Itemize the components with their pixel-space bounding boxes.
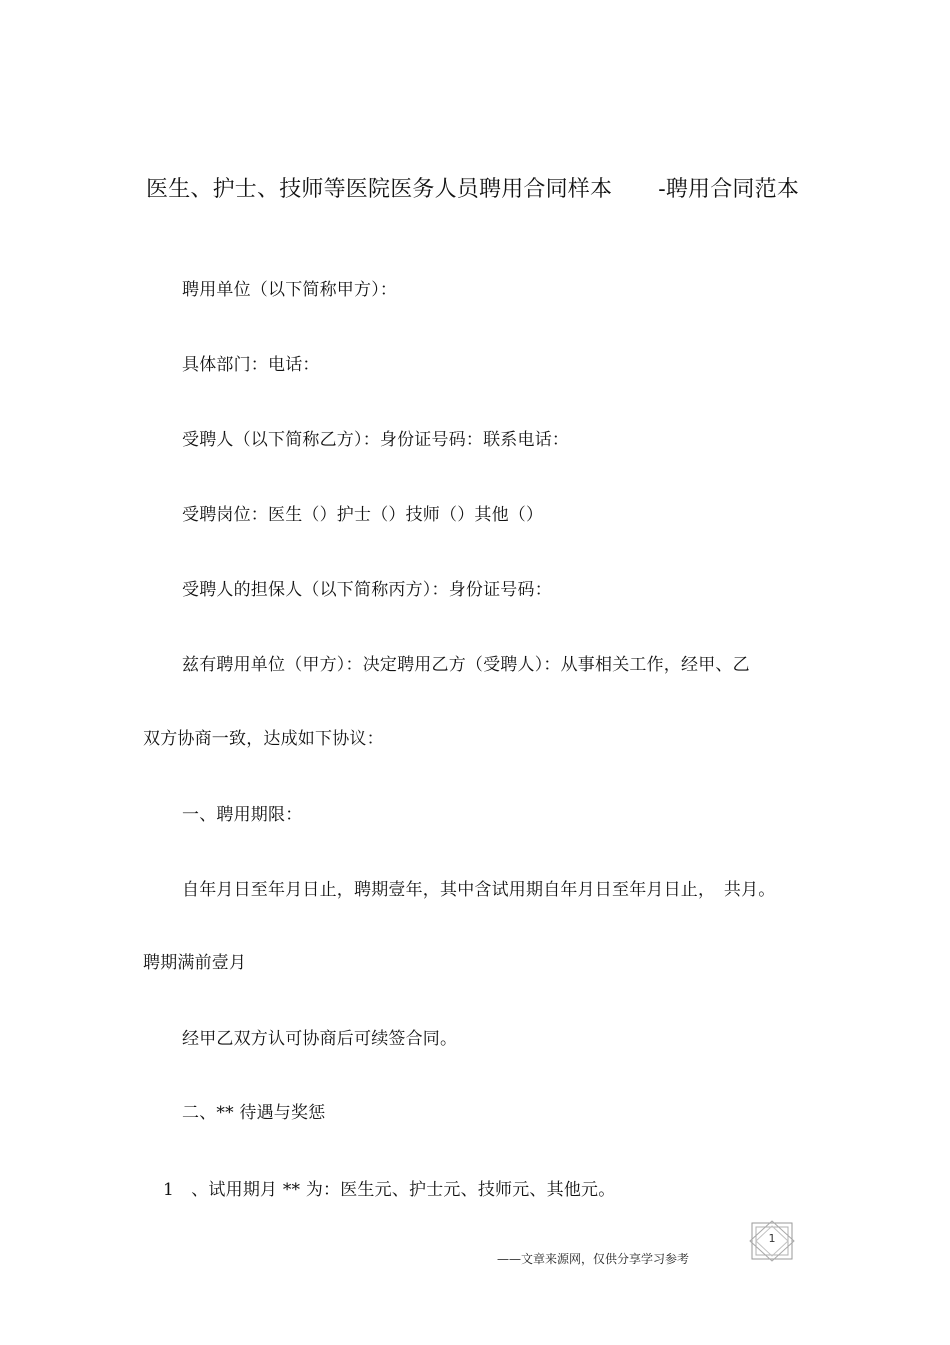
document-title: [146, 172, 799, 203]
employer-line: 聘用单位（以下简称甲方）：: [182, 280, 398, 300]
section-heading-pay: 二、** 待遇与奖惩: [182, 1103, 326, 1123]
term-paragraph: 自年月日至年月日止，聘期壹年，其中含试用期自年月日至年月日止， 共月。: [182, 880, 776, 900]
renewal-line: 经甲乙双方认可协商后可续签合同。: [182, 1029, 458, 1049]
agreement-intro-continued: 双方协商一致，达成如下协议：: [143, 729, 384, 749]
page-number: 1: [768, 1232, 776, 1245]
page-number-badge: [748, 1220, 796, 1262]
position-line: 受聘岗位：医生（）护士（）技师（）其他（）: [182, 505, 544, 525]
title-suffix: -聘用合同范本: [658, 177, 800, 202]
footer-source-note: ——文章来源网，仅供分享学习参考: [497, 1252, 690, 1266]
agreement-intro-line: 兹有聘用单位（甲方）：决定聘用乙方（受聘人）：从事相关工作，经甲、乙: [182, 655, 750, 675]
employee-line: 受聘人（以下简称乙方）：身份证号码：联系电话：: [182, 430, 570, 450]
title-main: 医生、护士、技师等医院医务人员聘用合同样本: [146, 177, 613, 202]
department-line: 具体部门：电话：: [182, 355, 320, 375]
guarantor-line: 受聘人的担保人（以下简称丙方）：身份证号码：: [182, 580, 552, 600]
term-paragraph-continued: 聘期满前壹月: [143, 953, 247, 973]
pay-item-1: 1 、试用期月 ** 为：医生元、护士元、技师元、其他元。: [163, 1180, 616, 1200]
section-heading-term: 一、聘用期限：: [182, 805, 303, 825]
